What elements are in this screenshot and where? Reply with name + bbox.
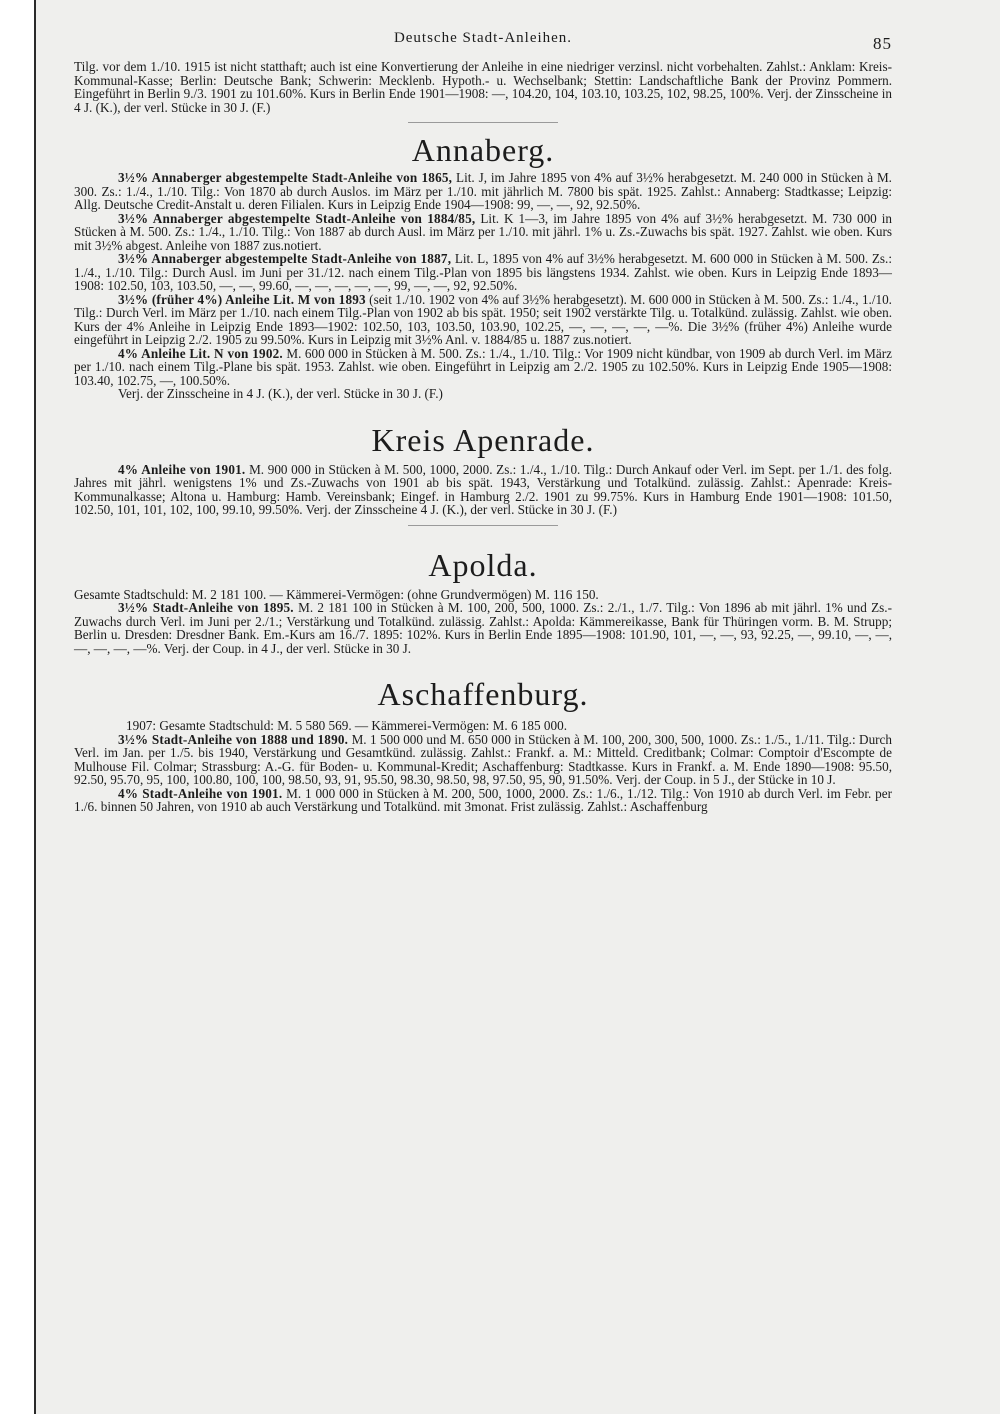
- entry-text: M. 1 500 000 und M. 650 000 in Stücken à M. 100, 200, 300, 500, 1000. Zs.: 1./5., 1./11. Tilg.: Durch Verl. im Jan. per 1./5. bis 1940, Verstärkung und Gesamtkünd. zulässig. Zahlst.: Frankf. a. M.: Mitteld. Creditbank; Colmar: Comptoir d'Escompte de Mulhouse Fil. Colmar; Strassburg: A.-G. für Boden- u. Kommunal-Kredit; Aschaffenburg: Stadtkasse. Kurs in Frankf. a. M. Ende 1890—1908: 95.50, 92.50, 95.70, 95, 100, 100.80, 100, 100, 98.50, 93, 91, 95.50, 98.30, 98.50, 98, 97.50, 95, 90, 91.50%. Verj. der Coup. in 5 J., der Stücke in 10 J.: [74, 731, 893, 787]
- binding-edge: [0, 0, 36, 1414]
- aschaffenburg-entry-1901: [74, 787, 892, 814]
- annaberg-entry-1902: [74, 347, 892, 388]
- aschaffenburg-summary: 1907: Gesamte Stadtschuld: M. 5 580 569. — Kämmerei-Vermögen: M. 6 185 000.: [126, 718, 567, 733]
- section-title-apolda: Apolda.: [428, 546, 538, 583]
- apolda-entry-1895: [74, 601, 892, 655]
- page-number: 85: [873, 34, 892, 53]
- entry-text: Lit. L, 1895 von 4% auf 3½% herabgesetzt. M. 600 000 in Stücken à M. 500. Zs.: 1./4., 1./10. Tilg.: Durch Ausl. im Juni per 31./12. nach einem Tilg.-Plan von 1895 bis längstens 1934. Zahlst. wie oben. Kurs in Leipzig Ende 1893—1908: 102.50, 103, 103.50, —, —, 99.60, —, —, —, —, —, 99, —, —, 92, 92.50%.: [74, 251, 892, 293]
- entry-heading: 3½% Annaberger abgestempelte Stadt-Anleihe von 1865,: [118, 170, 453, 185]
- book-page: [74, 30, 892, 1400]
- entry-heading: 4% Anleihe von 1901.: [118, 461, 246, 477]
- annaberg-entry-1887: [74, 252, 892, 293]
- entry-heading: 4% Anleihe Lit. N von 1902.: [118, 345, 283, 361]
- annaberg-verjaehrung: [74, 387, 892, 401]
- entry-text: M. 1 000 000 in Stücken à M. 200, 500, 1000, 2000. Zs.: 1./6., 1./12. Tilg.: Von 1910 ab durch Verl. im Febr. per 1./6. binnen 50 Jahren, von 1910 ab auch Verstärkung und Totalkünd. mit 3monat. Frist zulässig. Zahlst.: Aschaffenburg: [74, 785, 892, 814]
- running-title: Deutsche Stadt-Anleihen.: [393, 30, 573, 46]
- running-head: [74, 30, 892, 60]
- entry-text: Lit. K 1—3, im Jahre 1895 von 4% auf 3½% herabgesetzt. M. 730 000 in Stücken à M. 500. Zs.: 1./4., 1./10. Tilg.: Von 1887 ab durch Ausl. im März per 1./10. mit jährl. 1% u. Zs.-Zuwachs bis spät. 1927. Zahlst. wie oben. Kurs mit 3½% abgest. Anleihe von 1887 zus.notiert.: [74, 210, 893, 253]
- entry-text: Lit. J, im Jahre 1895 von 4% auf 3½% herabgesetzt. M. 240 000 in Stücken à M. 300. Zs.: 1./4., 1./10. Tilg.: Von 1870 ab durch Auslos. im März per 1./10. mit jährlich M. 7800 bis spät. 1925. Zahlst.: Annaberg: Stadtkasse; Leipzig: Allg. Deutsche Credit-Anstalt u. deren Filialen. Kurs in Leipzig Ende 1904—1908: 99, —, —, 92, 92.50%.: [74, 170, 892, 212]
- entry-heading: 4% Stadt-Anleihe von 1901.: [118, 785, 283, 801]
- apolda-summary: Gesamte Stadtschuld: M. 2 181 100. — Kämmerei-Vermögen: (ohne Grundvermögen) M. 116 150.: [74, 586, 599, 602]
- entry-text: M. 900 000 in Stücken à M. 500, 1000, 2000. Zs.: 1./4., 1./10. Tilg.: Durch Ankauf oder Verl. im Sept. per 1./1. des folg. Jahres mit jährl. wenigstens 1% und Zs.-Zuwachs von 1901 ab bis spät. 1943, Verstärkung und Totalkünd. zulässig. Zahlst.: Apenrade: Kreis-Kommunalkasse; Altona u. Hamburg: Hamb. Vereinsbank; Eingef. in Hamburg 2./2. 1901 zu 99.75%. Kurs in Hamburg Ende 1901—1908: 101.50, 102.50, 101, 101, 102, 100, 99.10, 99.50%. Verj. der Zinsscheine 4 J. (K.), der verl. Stücke in 30 J. (F.): [74, 461, 892, 517]
- entry-heading: 3½% Annaberger abgestempelte Stadt-Anleihe von 1884/85,: [118, 210, 476, 226]
- aschaffenburg-entry-1888: [74, 733, 892, 787]
- section-title-annaberg: Annaberg.: [411, 132, 555, 168]
- entry-text: Verj. der Zinsscheine in 4 J. (K.), der verl. Stücke in 30 J. (F.): [118, 386, 443, 401]
- entry-text: (seit 1./10. 1902 von 4% auf 3½% herabgesetzt). M. 600 000 in Stücken à M. 500. Zs.: 1./4., 1./10. Tilg.: Durch Verl. im März per 1./10. nach einem Tilg.-Plan von 1902 ab bis spät. 1950; seit 1902 verstärkte Tilg. u. Totalkünd. zulässig. Zahlst. wie oben. Kurs der 4% Anleihe in Leipzig Ende 1893—1902: 102.50, 103, 103.50, 103.90, 102.25, —, —, —, —, —%. Die 3½% (früher 4%) Anleihe wurde eingeführt in Leipzig 2./2. 1905 zu 99.50%. Kurs in Leipzig mit 3½% Anl. v. 1884/85 u. 1887 zus.notiert.: [74, 291, 892, 347]
- section-title-apenrade: Kreis Apenrade.: [371, 421, 595, 458]
- entry-heading: 3½% Stadt-Anleihe von 1888 und 1890.: [118, 731, 349, 747]
- annaberg-entry-1865: [74, 171, 892, 212]
- annaberg-entry-1884: [74, 212, 892, 253]
- apenrade-entry-1901: [74, 463, 892, 517]
- entry-heading: 3½% Annaberger abgestempelte Stadt-Anleihe von 1887,: [118, 251, 452, 266]
- entry-heading: 3½% (früher 4%) Anleihe Lit. M von 1893: [118, 291, 366, 307]
- intro-paragraph: Tilg. vor dem 1./10. 1915 ist nicht statthaft; auch ist eine Konvertierung der Anleihe in eine niedriger verzinsl. nicht vorbehalten. Zahlst.: Anklam: Kreis-Kommunal-Kasse; Berlin: Deutsche Bank; Schwerin: Mecklenb. Hypoth.- u. Wechselbank; Stettin: Landschaftliche Bank der Provinz Pommern. Eingeführt in Berlin 9./3. 1901 zu 101.60%. Kurs in Berlin Ende 1901—1908: —, 104.20, 104, 103.10, 103.25, 102, 98.25, 100%. Verj. der Zinsscheine in 4 J. (K.), der verl. Stücke in 30 J. (F.): [74, 59, 892, 115]
- section-title-aschaffenburg: Aschaffenburg.: [377, 676, 589, 712]
- annaberg-entry-1893: [74, 293, 892, 347]
- section-divider: [408, 122, 558, 123]
- entry-text: M. 600 000 in Stücken à M. 500. Zs.: 1./4., 1./10. Tilg.: Vor 1909 nicht kündbar, von 1909 ab durch Verl. im März per 1./10. nach einem Tilg.-Plane bis spät. 1953. Zahlst. wie oben. Eingeführt in Leipzig am 2./2. 1905 zu 102.50%. Kurs in Leipzig Ende 1905—1908: 103.40, 102.75, —, 100.50%.: [74, 345, 892, 388]
- entry-text: M. 2 181 100 in Stücken à M. 100, 200, 500, 1000. Zs.: 2./1., 1./7. Tilg.: Von 1896 ab mit jährl. 1% und Zs.-Zuwachs durch Verl. im Juni per 2./1.; Verstärkung und Totalkünd. zulässig. Zahlst.: Apolda: Kämmereikasse, Bank für Thüringen vorm. B. M. Strupp; Berlin u. Dresden: Dresdner Bank. Em.-Kurs am 16./7. 1895: 102%. Kurs in Berlin Ende 1895—1908: 101.90, 101, —, —, 93, 92.25, —, 99.10, —, —, —, —, —, —%. Verj. der Coup. in 4 J., der verl. Stücke in 30 J.: [74, 600, 892, 656]
- section-divider: [408, 525, 558, 526]
- entry-heading: 3½% Stadt-Anleihe von 1895.: [118, 600, 294, 615]
